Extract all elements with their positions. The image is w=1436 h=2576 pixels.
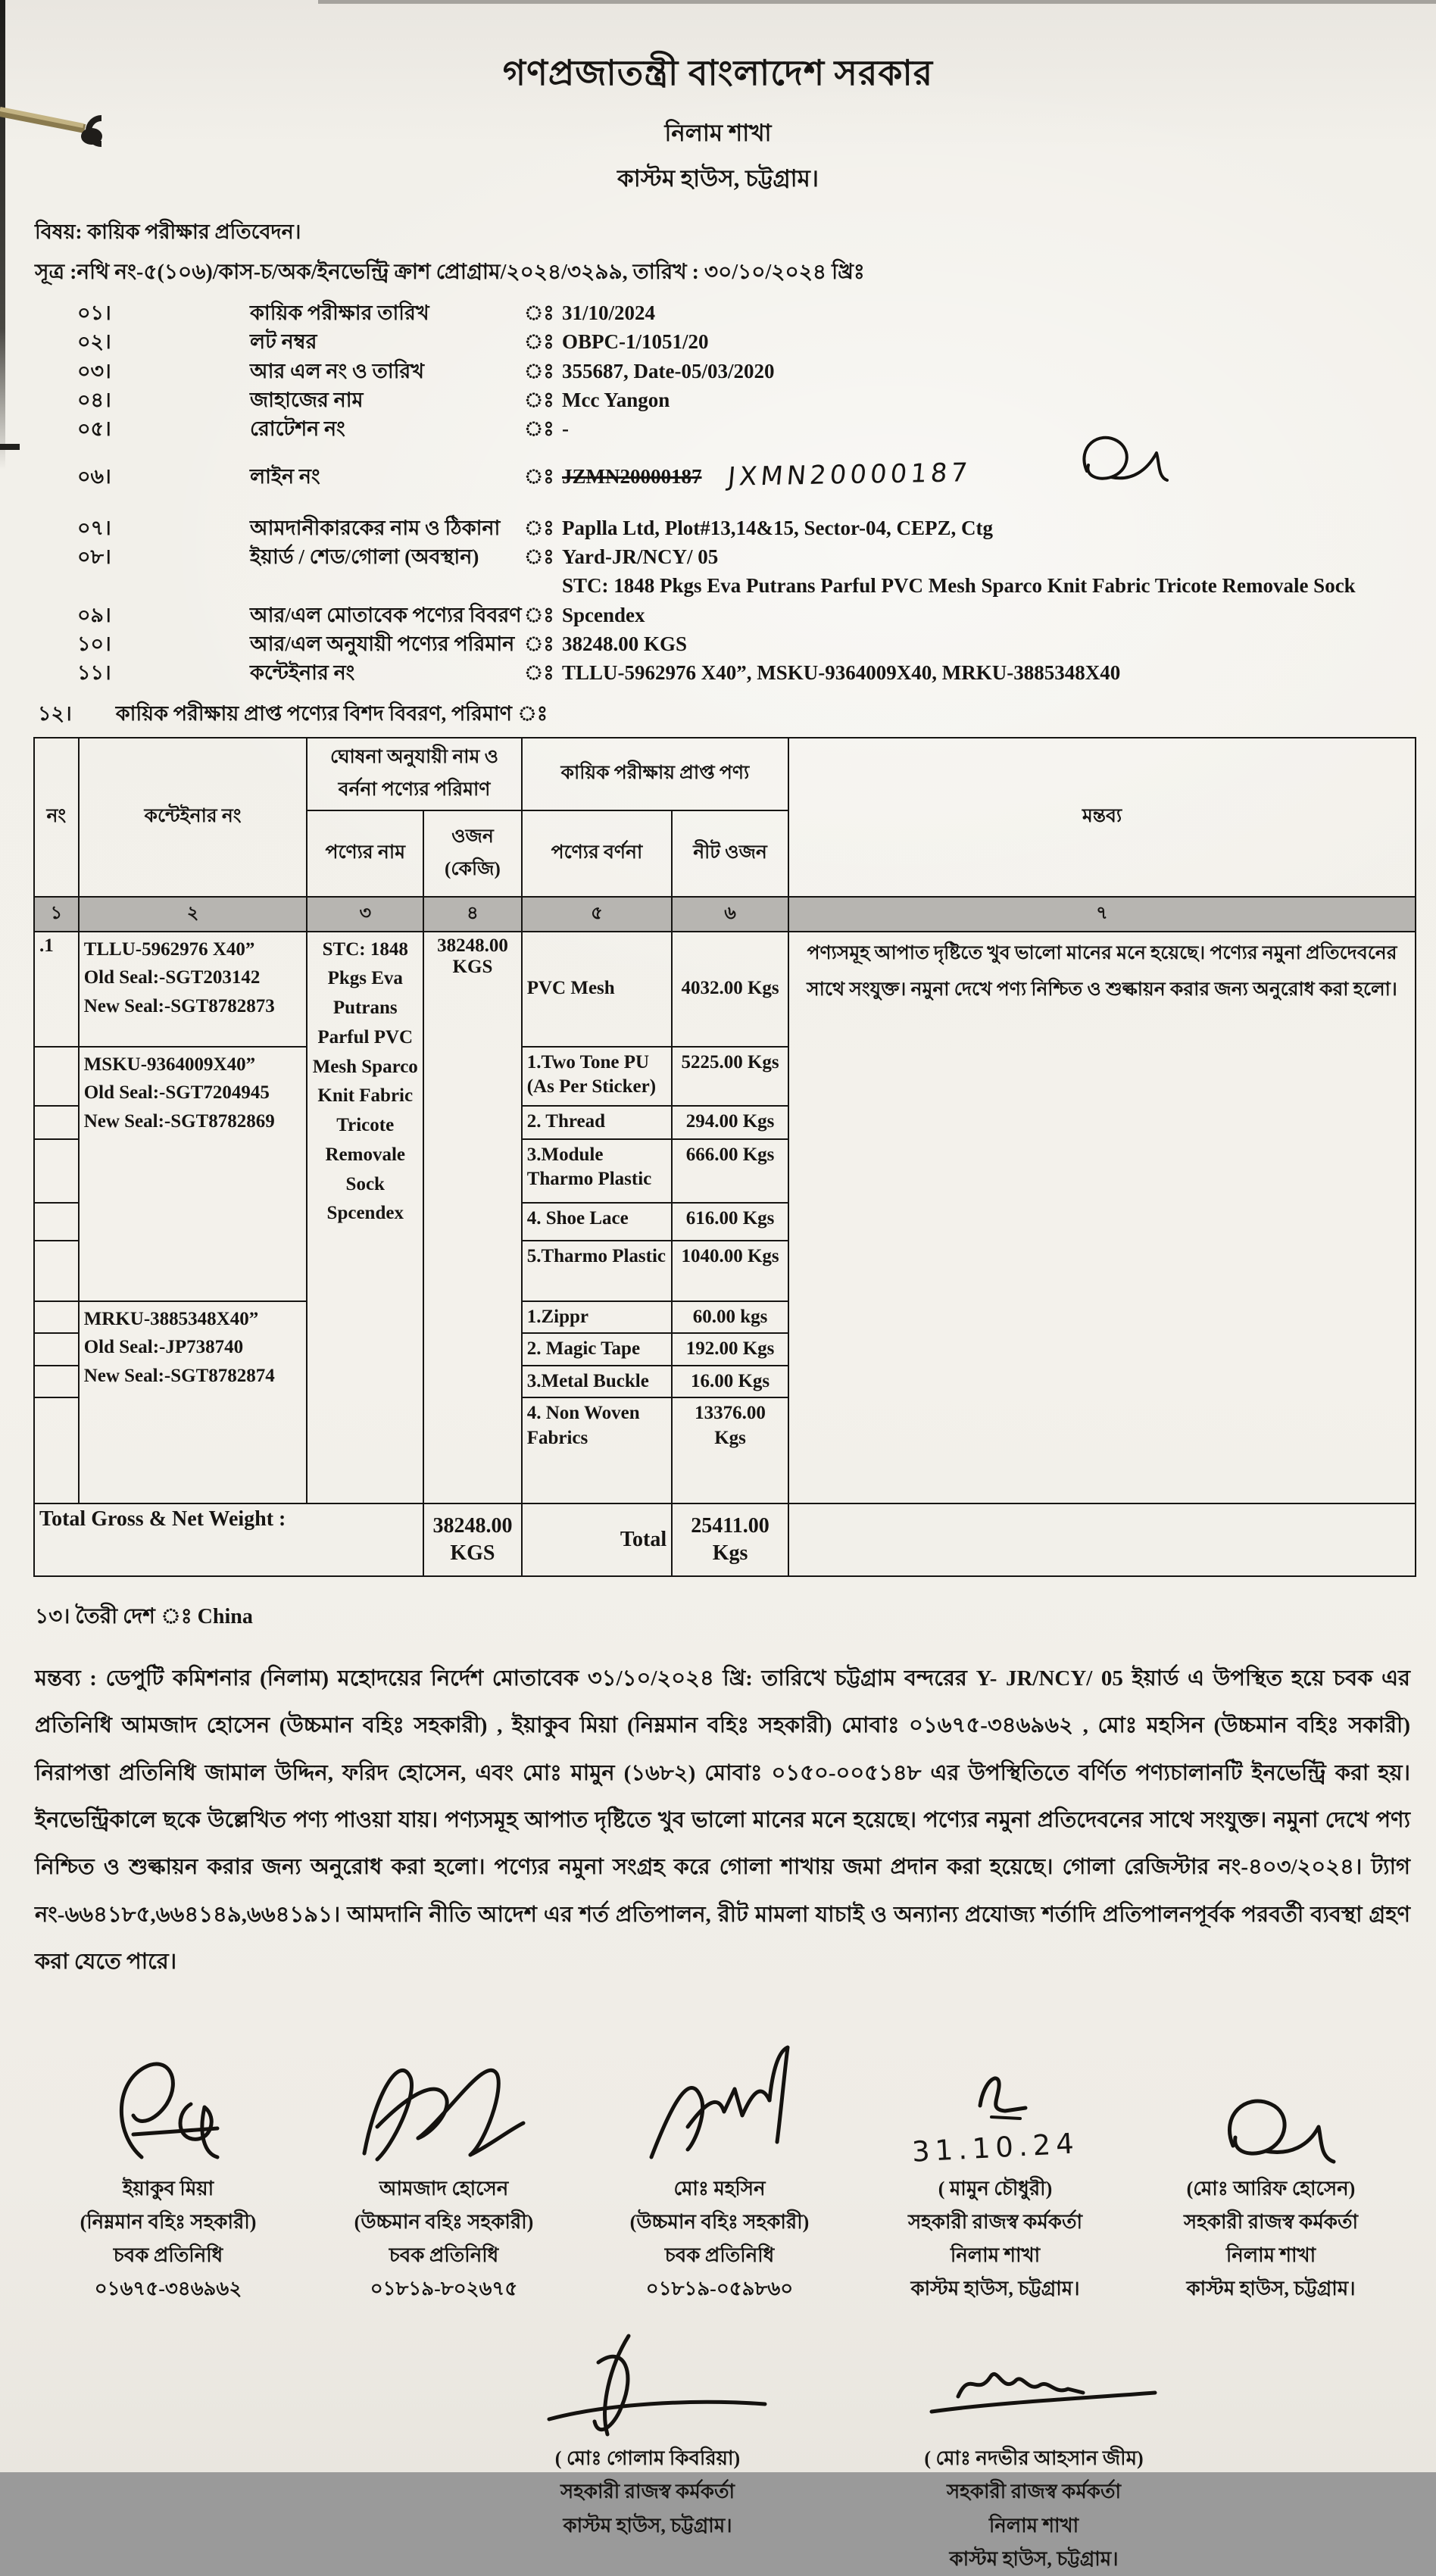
- field-label: ইয়ার্ড / শেড/গোলা (অবস্থান): [250, 545, 479, 568]
- field-serial: ১২।: [38, 701, 72, 725]
- field-row-exam-date: [77, 298, 1436, 327]
- signature-area: [30, 2036, 306, 2172]
- handwritten-date: 31.10.24: [910, 2126, 1080, 2169]
- signatory-role: (নিম্নমান বহিঃ সহকারী): [80, 2210, 257, 2233]
- column-number: ৩: [307, 897, 423, 932]
- signatory-office: কাস্টম হাউস, চট্টগ্রাম।: [949, 2547, 1119, 2570]
- field-value: Paplla Ltd, Plot#13,14&15, Sector-04, CEPZ, Ctg: [562, 516, 993, 539]
- remarks-paragraph: মন্তব্য : ডেপুটি কমিশনার (নিলাম) মহোদয়ের নির্দেশ মোতাবেক ৩১/১০/২০২৪ খ্রি: তারিখে চট্টগ্রাম বন্দরের Y- JR/NCY/ 05 ইয়ার্ড এ উপস্থিত হয়ে চবক এর প্রতিনিধি আমজাদ হোসেন (উচ্চমান বহিঃ সহকারী) , ইয়াকুব মিয়া (নিম্নমান বহিঃ সহকারী) মোবাঃ ০১৬৭৫-৩৪৬৯৬২ , মোঃ মহসিন (উচ্চমান বহিঃ সকারী) নিরাপত্তা প্রতিনিধি জামাল উদ্দিন, ফরিদ হোসেন, এবং মোঃ মামুন (১৬৮২) মোবাঃ ০১৫০-০০৫১৪৮ এর উপস্থিতিতে বর্ণিত পণ্যচালানটি ইনভেন্ট্রি করা হয়। ইনভেন্ট্রিকালে ছকে উল্লেখিত পণ্য পাওয়া যায়। পণ্যসমূহ আপাত দৃষ্টিতে খুব ভালো মানের মনে হয়েছে। পণ্যের নমুনা প্রতিদেবনের সাথে সংযুক্ত। নমুনা দেখে পণ্য নিশ্চিত ও শুল্কায়ন করার জন্য অনুরোধ করা হলো। পণ্যের নমুনা সংগ্রহ করে গোলা শাখায় জমা প্রদান করা হয়েছে। গোলা রেজিস্টার নং-৪০৩/২০২৪। ট্যাগ নং-৬৬৪১৮৫,৬৬৪১৪৯,৬৬৪১৯১। আমদানি নীতি আদেশ এর শর্ত প্রতিপালন, রীট মামলা যাচাই ও অন্যান্য প্রযোজ্য শর্তাদি প্রতিপালনপূর্বক পরবর্তী ব্যবস্থা গ্রহণ করা যেতে পারে।: [35, 1666, 1410, 1975]
- found-goods-name: 2. Thread: [522, 1106, 672, 1139]
- found-goods-name: 1.Two Tone PU (As Per Sticker): [522, 1047, 672, 1106]
- field-value: [562, 444, 1436, 514]
- colon-separator: ঃ: [524, 359, 554, 382]
- field-serial: ০৮।: [77, 545, 111, 568]
- field-value: -: [562, 417, 569, 441]
- table-caption: কায়িক পরীক্ষায় প্রাপ্ত পণ্যের বিশদ বিবরণ, পরিমাণ ঃ: [115, 701, 548, 725]
- row-serial-empty: [34, 1106, 79, 1139]
- field-serial: ০৯।: [77, 603, 111, 626]
- table-caption-row: [38, 698, 1436, 732]
- signatory-org: নিলাম শাখা: [988, 2514, 1079, 2537]
- row-serial-empty: [34, 1366, 79, 1398]
- colon-separator: ঃ: [524, 603, 554, 626]
- found-goods-weight: 666.00 Kgs: [672, 1139, 788, 1203]
- field-row-rl-no: [77, 357, 1436, 386]
- column-number: ৭: [788, 897, 1416, 932]
- signatory-org: চবক প্রতিনিধি: [113, 2243, 223, 2266]
- signatory-name: (মোঃ আরিফ হোসেন): [1186, 2177, 1356, 2200]
- found-goods-name: 3.Module Tharmo Plastic: [522, 1139, 672, 1203]
- container-cell-mrku: [79, 1301, 307, 1504]
- signatory-phone: ০১৮১৯-০৫৯৮৬০: [645, 2278, 794, 2300]
- scan-edge-artifact: [0, 0, 5, 470]
- field-row-importer: [77, 514, 1436, 542]
- row-serial-empty: [34, 1333, 79, 1366]
- new-seal: New Seal:-SGT8782869: [83, 1110, 275, 1132]
- old-seal: Old Seal:-SGT7204945: [83, 1082, 270, 1104]
- scan-edge-artifact: [0, 444, 20, 450]
- field-value: Yard-JR/NCY/ 05: [562, 545, 719, 568]
- column-number-row: [34, 897, 1416, 932]
- signatory-name: ( মামুন চৌধুরী): [938, 2177, 1053, 2200]
- field-value: 355687, Date-05/03/2020: [562, 359, 775, 382]
- signatory-office: কাস্টম হাউস, চট্টগ্রাম।: [910, 2278, 1080, 2300]
- field-label: আর/এল অনুযায়ী পণ্যের পরিমান: [250, 632, 515, 655]
- office-name: কাস্টম হাউস, চট্টগ্রাম।: [617, 165, 819, 192]
- colon-separator: ঃ: [524, 632, 554, 655]
- field-row-line-no: [77, 444, 1436, 514]
- field-serial: ০৪।: [77, 388, 111, 411]
- field-serial: ০৬।: [77, 464, 111, 488]
- colon-separator: ঃ: [524, 388, 554, 411]
- field-serial: ০৩।: [77, 359, 111, 382]
- signature-row-1: [30, 2036, 1409, 2306]
- field-row-goods-qty: [77, 629, 1436, 658]
- table-row: [34, 932, 1416, 1047]
- inspection-table: [33, 737, 1416, 1578]
- signatory-phone: ০১৮১৯-৮০২৬৭৫: [370, 2278, 518, 2300]
- field-value: 31/10/2024: [562, 301, 656, 324]
- signature-block-amzad: [306, 2036, 582, 2306]
- signatory-role: (উচ্চমান বহিঃ সহকারী): [354, 2210, 534, 2233]
- col-group-declared: ঘোষনা অনুযায়ী নাম ও বর্ননা পণ্যের পরিমাণ: [307, 738, 521, 810]
- field-label: আমদানীকারকের নাম ও ঠিকানা: [250, 516, 501, 539]
- field-value: OBPC-1/1051/20: [562, 330, 709, 354]
- field-row-goods-desc: [77, 571, 1436, 629]
- scan-edge-artifact: [318, 0, 1436, 4]
- found-goods-weight: 294.00 Kgs: [672, 1106, 788, 1139]
- field-row-lot-no: [77, 327, 1436, 356]
- signatory-org: নিলাম শাখা: [1225, 2243, 1316, 2266]
- field-label: রোটেশন নং: [250, 417, 345, 441]
- found-goods-name: 3.Metal Buckle: [522, 1366, 672, 1398]
- total-gross-weight: 38248.00 KGS: [423, 1503, 522, 1576]
- field-row-rotation: [77, 414, 1436, 443]
- container-cell-tllu: [79, 932, 307, 1047]
- col-header-remarks: মন্তব্য: [788, 738, 1416, 897]
- field-label: লট নম্বর: [250, 330, 317, 354]
- colon-separator: ঃ: [524, 516, 554, 539]
- field-serial: ১১।: [77, 661, 111, 685]
- row-serial-empty: [34, 1139, 79, 1203]
- signatory-office: কাস্টম হাউস, চট্টগ্রাম।: [1186, 2278, 1356, 2300]
- total-net-weight: 25411.00 Kgs: [672, 1503, 788, 1576]
- signature-area: [582, 2036, 857, 2172]
- field-serial: ১০।: [77, 632, 111, 655]
- row-serial-empty: [34, 1047, 79, 1106]
- column-number: ৬: [672, 897, 788, 932]
- signature-area: [856, 2328, 1212, 2442]
- found-goods-weight: 16.00 Kgs: [672, 1366, 788, 1398]
- table-header-group-row: [34, 738, 1416, 810]
- branch-name: নিলাম শাখা: [664, 120, 772, 146]
- field-serial: ০৫।: [77, 417, 111, 441]
- field-value: 38248.00 KGS: [562, 632, 688, 655]
- field-row-vessel: [77, 386, 1436, 414]
- col-header-serial: নং: [34, 738, 79, 897]
- signatory-name: ( মোঃ নদভীর আহসান জীম): [924, 2447, 1144, 2470]
- subject-line: বিষয়: কায়িক পরীক্ষার প্রতিবেদন।: [35, 220, 301, 243]
- total-label: Total Gross & Net Weight :: [34, 1503, 423, 1576]
- total-row: [34, 1503, 1416, 1576]
- signature-block-kibria: [470, 2328, 826, 2576]
- signature-area: [857, 2036, 1133, 2172]
- field-value: [562, 571, 1436, 629]
- column-number: ২: [79, 897, 307, 932]
- signatory-name: ( মোঃ গোলাম কিবরিয়া): [554, 2447, 741, 2470]
- signatory-name: আমজাদ হোসেন: [379, 2177, 509, 2200]
- col-group-found: কায়িক পরীক্ষায় প্রাপ্ত পণ্য: [522, 738, 788, 810]
- col-header-net-weight: নীট ওজন: [672, 810, 788, 897]
- document-header: [0, 0, 1436, 200]
- found-goods-weight: 192.00 Kgs: [672, 1333, 788, 1366]
- signatory-role: সহকারী রাজস্ব কর্মকর্তা: [907, 2210, 1083, 2233]
- field-value: Mcc Yangon: [562, 388, 670, 411]
- field-label: আর এল নং ও তারিখ: [250, 359, 425, 382]
- colon-separator: ঃ: [524, 661, 554, 685]
- found-goods-weight: 13376.00 Kgs: [672, 1397, 788, 1503]
- container-number: MSKU-9364009X40”: [83, 1054, 256, 1075]
- container-number: MRKU-3885348X40”: [83, 1308, 259, 1329]
- signatory-org: চবক প্রতিনিধি: [389, 2243, 499, 2266]
- field-serial: ০২।: [77, 330, 111, 354]
- handwritten-line-number: JXMN20000187: [726, 457, 973, 492]
- found-goods-weight: 60.00 kgs: [672, 1301, 788, 1334]
- field-label: কন্টেইনার নং: [250, 661, 355, 685]
- remarks-cell: পণ্যসমূহ আপাত দৃষ্টিতে খুব ভালো মানের মনে হয়েছে। পণ্যের নমুনা প্রতিদেবনের সাথে সংযুক্ত। নমুনা দেখে পণ্য নিশ্চিত ও শুল্কায়ন করার জন্য অনুরোধ করা হলো।: [788, 932, 1416, 1504]
- country-of-origin-line: ১৩। তৈরী দেশ ঃ China: [35, 1605, 253, 1629]
- file-string-icon: [0, 89, 182, 180]
- found-goods-name: PVC Mesh: [522, 932, 672, 1047]
- signature-arif-icon: [1191, 2081, 1350, 2172]
- signature-row-2: [470, 2328, 1436, 2576]
- column-number: ৫: [522, 897, 672, 932]
- signature-block-nadvir: [856, 2328, 1212, 2576]
- reference-line: সূত্র :নথি নং-৫(১০৬)/কাস-চ/অক/ইনভেন্ট্রি ক্রাশ প্রোগ্রাম/২০২৪/৩২৯৯, তারিখ : ৩০/১০/২০২৪ খ্রিঃ: [35, 261, 865, 284]
- declared-description-cell: STC: 1848 Pkgs Eva Putrans Parful PVC Mesh Sparco Knit Fabric Tricote Removale Sock Spcendex: [307, 932, 423, 1504]
- signatory-role: সহকারী রাজস্ব কর্মকর্তা: [946, 2481, 1122, 2503]
- signature-area: [470, 2328, 826, 2442]
- col-header-goods-name: পণ্যের নাম: [307, 810, 423, 897]
- found-goods-weight: 5225.00 Kgs: [672, 1047, 788, 1106]
- colon-separator: ঃ: [524, 417, 554, 441]
- field-value: TLLU-5962976 X40”, MSKU-9364009X40, MRKU-3885348X40: [562, 661, 1121, 685]
- signature-block-arif: [1133, 2036, 1409, 2306]
- field-label: কায়িক পরীক্ষার তারিখ: [250, 301, 429, 324]
- found-goods-name: 5.Tharmo Plastic: [522, 1241, 672, 1301]
- field-label: আর/এল মোতাবেক পণ্যের বিবরণ: [250, 603, 522, 626]
- signatory-office: কাস্টম হাউস, চট্টগ্রাম।: [563, 2514, 732, 2537]
- found-goods-weight: 4032.00 Kgs: [672, 932, 788, 1047]
- col-header-container: কন্টেইনার নং: [79, 738, 307, 897]
- government-title: গণপ্রজাতন্ত্রী বাংলাদেশ সরকার: [502, 54, 934, 92]
- signatory-role: সহকারী রাজস্ব কর্মকর্তা: [1183, 2210, 1359, 2233]
- old-seal: Old Seal:-SGT203142: [83, 967, 261, 988]
- signatory-org: চবক প্রতিনিধি: [664, 2243, 775, 2266]
- field-row-yard: [77, 542, 1436, 571]
- colon-separator: ঃ: [524, 464, 554, 488]
- colon-separator: ঃ: [524, 301, 554, 324]
- row-serial-empty: [34, 1397, 79, 1503]
- found-goods-name: 4. Shoe Lace: [522, 1203, 672, 1241]
- row-serial-empty: [34, 1301, 79, 1334]
- field-label: লাইন নং: [250, 464, 320, 488]
- signature-initial-icon: [1060, 424, 1173, 494]
- struck-line-number: JZMN20000187: [562, 464, 702, 488]
- found-goods-name: 4. Non Woven Fabrics: [522, 1397, 672, 1503]
- signature-block-mohsin: [582, 2036, 857, 2306]
- signature-nadvir-icon: [905, 2351, 1163, 2442]
- container-cell-msku: [79, 1047, 307, 1301]
- row-serial-empty: [34, 1203, 79, 1241]
- total-remarks-empty: [788, 1503, 1416, 1576]
- signature-area: [1133, 2036, 1409, 2172]
- found-goods-name: 2. Magic Tape: [522, 1333, 672, 1366]
- column-number: ১: [34, 897, 79, 932]
- colon-separator: ঃ: [524, 545, 554, 568]
- goods-description-text: STC: 1848 Pkgs Eva Putrans Parful PVC Mesh Sparco Knit Fabric Tricote Removale Sock Spcendex: [562, 574, 1356, 626]
- signatory-role: (উচ্চমান বহিঃ সহকারী): [629, 2210, 810, 2233]
- column-number: ৪: [423, 897, 522, 932]
- signature-amzad-icon: [345, 2040, 542, 2172]
- signatory-name: ইয়াকুব মিয়া: [122, 2177, 214, 2200]
- field-list: [0, 298, 1436, 688]
- row-serial: .1: [34, 932, 79, 1047]
- signatory-org: নিলাম শাখা: [950, 2243, 1041, 2266]
- col-header-weight-kg: ওজন (কেজি): [423, 810, 522, 897]
- colon-separator: ঃ: [524, 330, 554, 354]
- field-row-container-no: [77, 658, 1436, 687]
- signatory-role: সহকারী রাজস্ব কর্মকর্তা: [560, 2481, 735, 2503]
- signature-yakub-icon: [77, 2044, 259, 2172]
- old-seal: Old Seal:-JP738740: [83, 1337, 244, 1358]
- total-word: Total: [522, 1503, 672, 1576]
- declared-weight-cell: 38248.00 KGS: [423, 932, 522, 1504]
- row-serial-empty: [34, 1241, 79, 1301]
- signature-mohsin-icon: [629, 2036, 810, 2172]
- field-label: জাহাজের নাম: [250, 388, 364, 411]
- new-seal: New Seal:-SGT8782874: [83, 1365, 275, 1386]
- col-header-goods-desc: পণ্যের বর্ণনা: [522, 810, 672, 897]
- found-goods-name: 1.Zippr: [522, 1301, 672, 1334]
- found-goods-weight: 1040.00 Kgs: [672, 1241, 788, 1301]
- signature-block-mamun: [857, 2036, 1133, 2306]
- container-number: TLLU-5962976 X40”: [83, 938, 255, 960]
- signature-area: [306, 2036, 582, 2172]
- signature-block-yakub: [30, 2036, 306, 2306]
- found-goods-weight: 616.00 Kgs: [672, 1203, 788, 1241]
- signature-mamun-icon: [946, 2064, 1044, 2125]
- field-serial: ০১।: [77, 301, 111, 324]
- signature-kibria-icon: [523, 2332, 773, 2442]
- signatory-name: মোঃ মহসিন: [673, 2177, 766, 2200]
- signatory-phone: ০১৬৭৫-৩৪৬৯৬২: [94, 2278, 242, 2300]
- new-seal: New Seal:-SGT8782873: [83, 995, 275, 1016]
- field-serial: ০৭।: [77, 516, 111, 539]
